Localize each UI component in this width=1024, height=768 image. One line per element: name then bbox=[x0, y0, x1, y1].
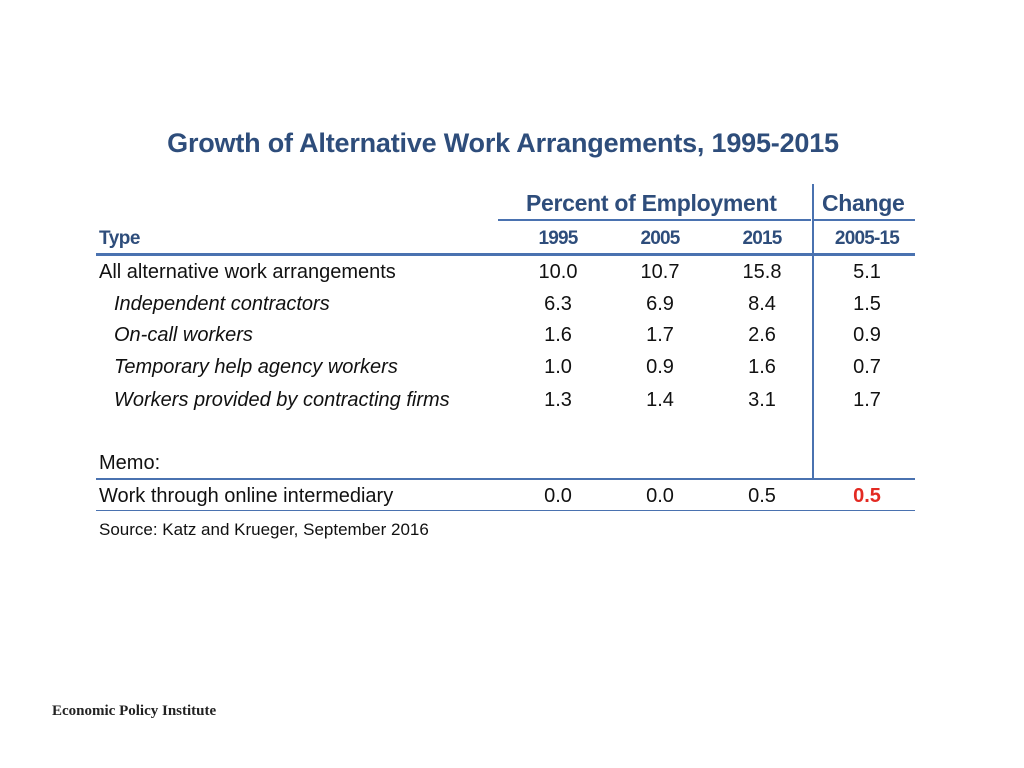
cell-2005: 0.0 bbox=[646, 485, 674, 507]
brand-logo: Economic Policy Institute bbox=[52, 703, 217, 719]
row-label: Workers provided by contracting firms bbox=[114, 389, 450, 411]
source-note: Source: Katz and Krueger, September 2016 bbox=[99, 520, 429, 539]
table-row bbox=[0, 389, 1024, 421]
column-header-change-range: 2005-15 bbox=[834, 228, 900, 249]
cell-1995: 1.3 bbox=[544, 389, 572, 411]
column-header-type: Type bbox=[99, 228, 140, 249]
header-rule bbox=[96, 253, 915, 256]
table-row bbox=[0, 261, 1024, 293]
memo-label: Memo: bbox=[99, 452, 161, 474]
row-label: Temporary help agency workers bbox=[114, 356, 398, 378]
cell-2005: 1.4 bbox=[646, 389, 674, 411]
cell-change: 0.7 bbox=[853, 356, 881, 378]
table-row-memo bbox=[0, 485, 1024, 517]
table-title: Growth of Alternative Work Arrangements, 1995-2015 bbox=[167, 128, 839, 158]
group-underline-percent bbox=[498, 219, 811, 221]
cell-2005: 10.7 bbox=[640, 261, 680, 283]
cell-1995: 0.0 bbox=[544, 485, 572, 507]
cell-change: 5.1 bbox=[853, 261, 881, 283]
cell-1995: 1.0 bbox=[544, 356, 572, 378]
row-label: Independent contractors bbox=[114, 293, 330, 315]
cell-change: 1.7 bbox=[853, 389, 881, 411]
row-label: All alternative work arrangements bbox=[99, 261, 396, 283]
cell-2005: 6.9 bbox=[646, 293, 674, 315]
cell-change: 0.9 bbox=[853, 324, 881, 346]
column-header-2015: 2015 bbox=[742, 228, 782, 249]
table-row bbox=[0, 324, 1024, 356]
cell-2015: 2.6 bbox=[748, 324, 776, 346]
cell-change: 1.5 bbox=[853, 293, 881, 315]
row-label: Work through online intermediary bbox=[99, 485, 394, 507]
column-header-2005: 2005 bbox=[640, 228, 680, 249]
column-header-1995: 1995 bbox=[538, 228, 578, 249]
cell-1995: 10.0 bbox=[538, 261, 578, 283]
cell-2005: 1.7 bbox=[646, 324, 674, 346]
cell-change-highlight: 0.5 bbox=[853, 485, 881, 507]
cell-2015: 3.1 bbox=[748, 389, 776, 411]
group-header-change: Change bbox=[822, 190, 905, 216]
cell-2015: 1.6 bbox=[748, 356, 776, 378]
table-row bbox=[0, 356, 1024, 388]
cell-2015: 0.5 bbox=[748, 485, 776, 507]
bottom-rule bbox=[96, 510, 915, 511]
cell-2005: 0.9 bbox=[646, 356, 674, 378]
cell-1995: 1.6 bbox=[544, 324, 572, 346]
cell-2015: 15.8 bbox=[742, 261, 782, 283]
group-header-percent: Percent of Employment bbox=[526, 190, 777, 216]
group-underline-change bbox=[814, 219, 915, 221]
table-row bbox=[0, 293, 1024, 325]
memo-rule bbox=[96, 478, 915, 480]
cell-1995: 6.3 bbox=[544, 293, 572, 315]
row-label: On-call workers bbox=[114, 324, 253, 346]
cell-2015: 8.4 bbox=[748, 293, 776, 315]
